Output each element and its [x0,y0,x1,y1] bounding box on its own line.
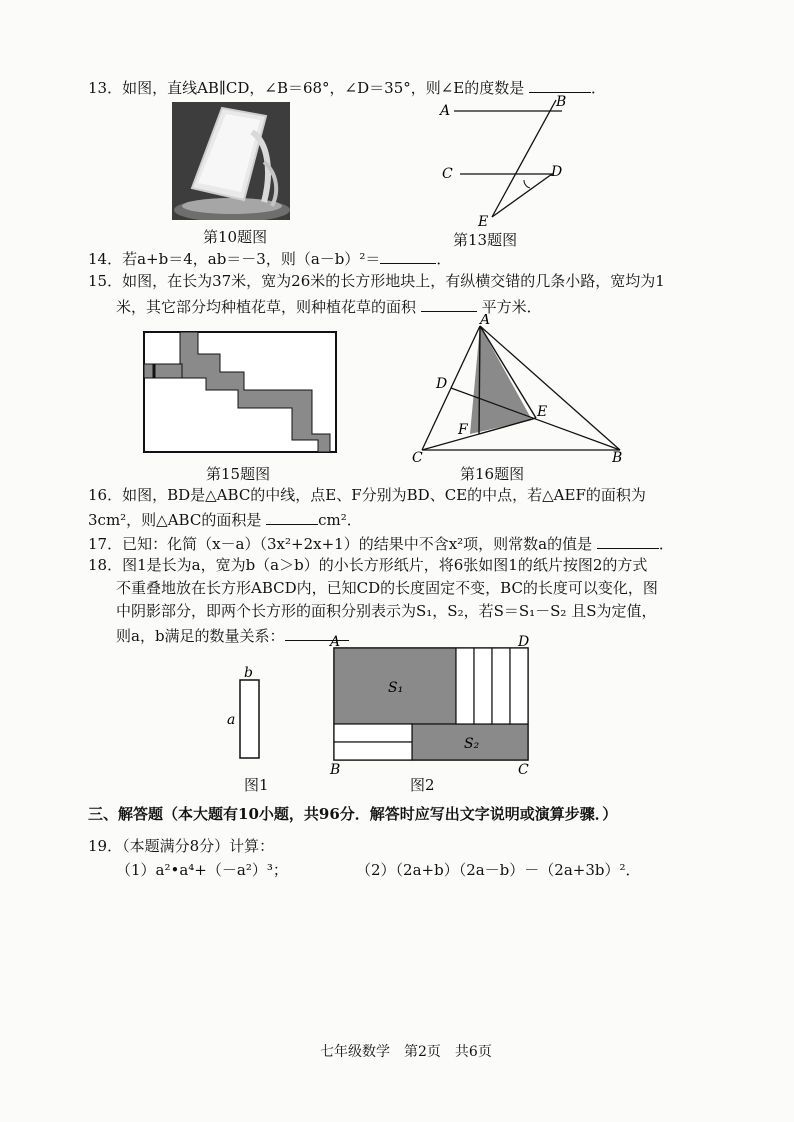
figure-1-caption: 图1 [244,776,269,794]
question-15-cont: 米，其它部分均种植花草，则种植花草的面积 平方米． [116,295,542,317]
segment-de [492,174,552,217]
label-a: A [330,634,341,650]
question-18 [88,555,647,575]
question-19-part2: （2）（2a+b）（2a－b）－（2a+3b）²． [356,861,641,879]
figure-13-diagram [436,92,578,230]
label-s2: S₂ [464,736,480,752]
figure-18-fig2 [322,632,534,778]
answer-blank [266,508,318,525]
figure-10-photo [172,102,290,220]
answer-blank [421,295,477,312]
question-15 [88,271,665,291]
figure-15-caption: 第15题图 [206,465,271,483]
label-e: E [537,404,548,420]
question-text: 若a+b＝4，ab＝－3，则（a－b）²＝ [122,250,381,268]
question-16 [88,485,646,505]
answer-blank [529,76,591,93]
label-b: B [612,450,623,464]
question-16-cont: 3cm²，则△ABC的面积是 cm²． [88,508,362,530]
question-19-part1: （1）a²•a⁴+（－a²）³； [116,861,288,879]
question-number: 18． [88,556,123,574]
question-18-line2: 不重叠地放在长方形ABCD内，已知CD的长度固定不变，BC的长度可以变化，图 [116,579,658,597]
label-d: D [551,164,563,180]
label-b: B [330,762,341,778]
figure-15-diagram [142,330,338,456]
answer-blank [597,532,659,549]
question-number: 13． [88,79,123,97]
label-e: E [478,214,489,230]
phone-on-stand-image [172,102,290,220]
question-number: 19． [88,837,123,855]
question-19 [88,836,274,856]
figure-10-caption: 第10题图 [203,228,268,246]
label-a: a [227,712,236,728]
question-13: 13．如图，直线AB∥CD，∠B＝68°，∠D＝35°，则∠E的度数是 ． [88,76,606,98]
segment-be [492,100,556,217]
question-text-line1: 图1是长为a，宽为b（a＞b）的小长方形纸片，将6张如图1的纸片按图2的方式 [122,556,648,574]
question-text-line2: 3cm²，则△ABC的面积是 [88,511,262,529]
question-text: 如图，直线AB∥CD，∠B＝68°，∠D＝35°，则∠E的度数是 [122,79,525,97]
figure-2-caption: 图2 [410,776,435,794]
section-3-heading: 三、解答题（本大题有10小题，共96分．解答时应写出文字说明或演算步骤．） [88,805,618,823]
question-number: 16． [88,486,123,504]
question-text-line1: 如图，在长为37米，宽为26米的长方形地块上，有纵横交错的几条小路，宽均为1 [122,272,665,290]
label-d: D [436,376,448,392]
question-text: 已知：化简（x－a）（3x²+2x+1）的结果中不含x²项，则常数a的值是 [122,535,593,553]
question-18-line3: 中阴影部分，即两个长方形的面积分别表示为S₁，S₂，若S＝S₁－S₂ 且S为定值， [116,602,657,620]
label-d: D [518,634,530,650]
question-number: 14． [88,250,123,268]
answer-blank [380,247,436,264]
label-c: C [518,762,529,778]
question-14: 14．若a+b＝4，ab＝－3，则（a－b）²＝ ． [88,247,451,269]
label-c: C [442,166,453,182]
figure-18-fig1 [226,666,266,762]
figure-16-diagram [410,314,630,464]
question-18-line4: 则a，b满足的数量关系： [116,624,349,646]
question-number: 17． [88,535,123,553]
question-number: 15． [88,272,123,290]
label-a: A [440,103,451,119]
label-a: A [480,314,491,328]
label-b: b [244,666,253,681]
question-text: （本题满分8分）计算： [122,837,275,855]
question-text-line1: 如图，BD是△ABC的中线，点E、F分别为BD、CE的中点，若△AEF的面积为 [122,486,646,504]
label-s1: S₁ [388,680,404,696]
question-text-line2: 米，其它部分均种植花草，则种植花草的面积 [116,298,417,316]
question-17: 17．已知：化简（x－a）（3x²+2x+1）的结果中不含x²项，则常数a的值是 ． [88,532,674,554]
label-f: F [458,422,468,438]
figure-16-caption: 第16题图 [460,465,525,483]
figure-13-caption: 第13题图 [453,231,518,249]
label-c: C [412,450,423,464]
label-b: B [556,94,567,110]
page-footer: 七年级数学 第2页 共6页 [320,1044,492,1060]
